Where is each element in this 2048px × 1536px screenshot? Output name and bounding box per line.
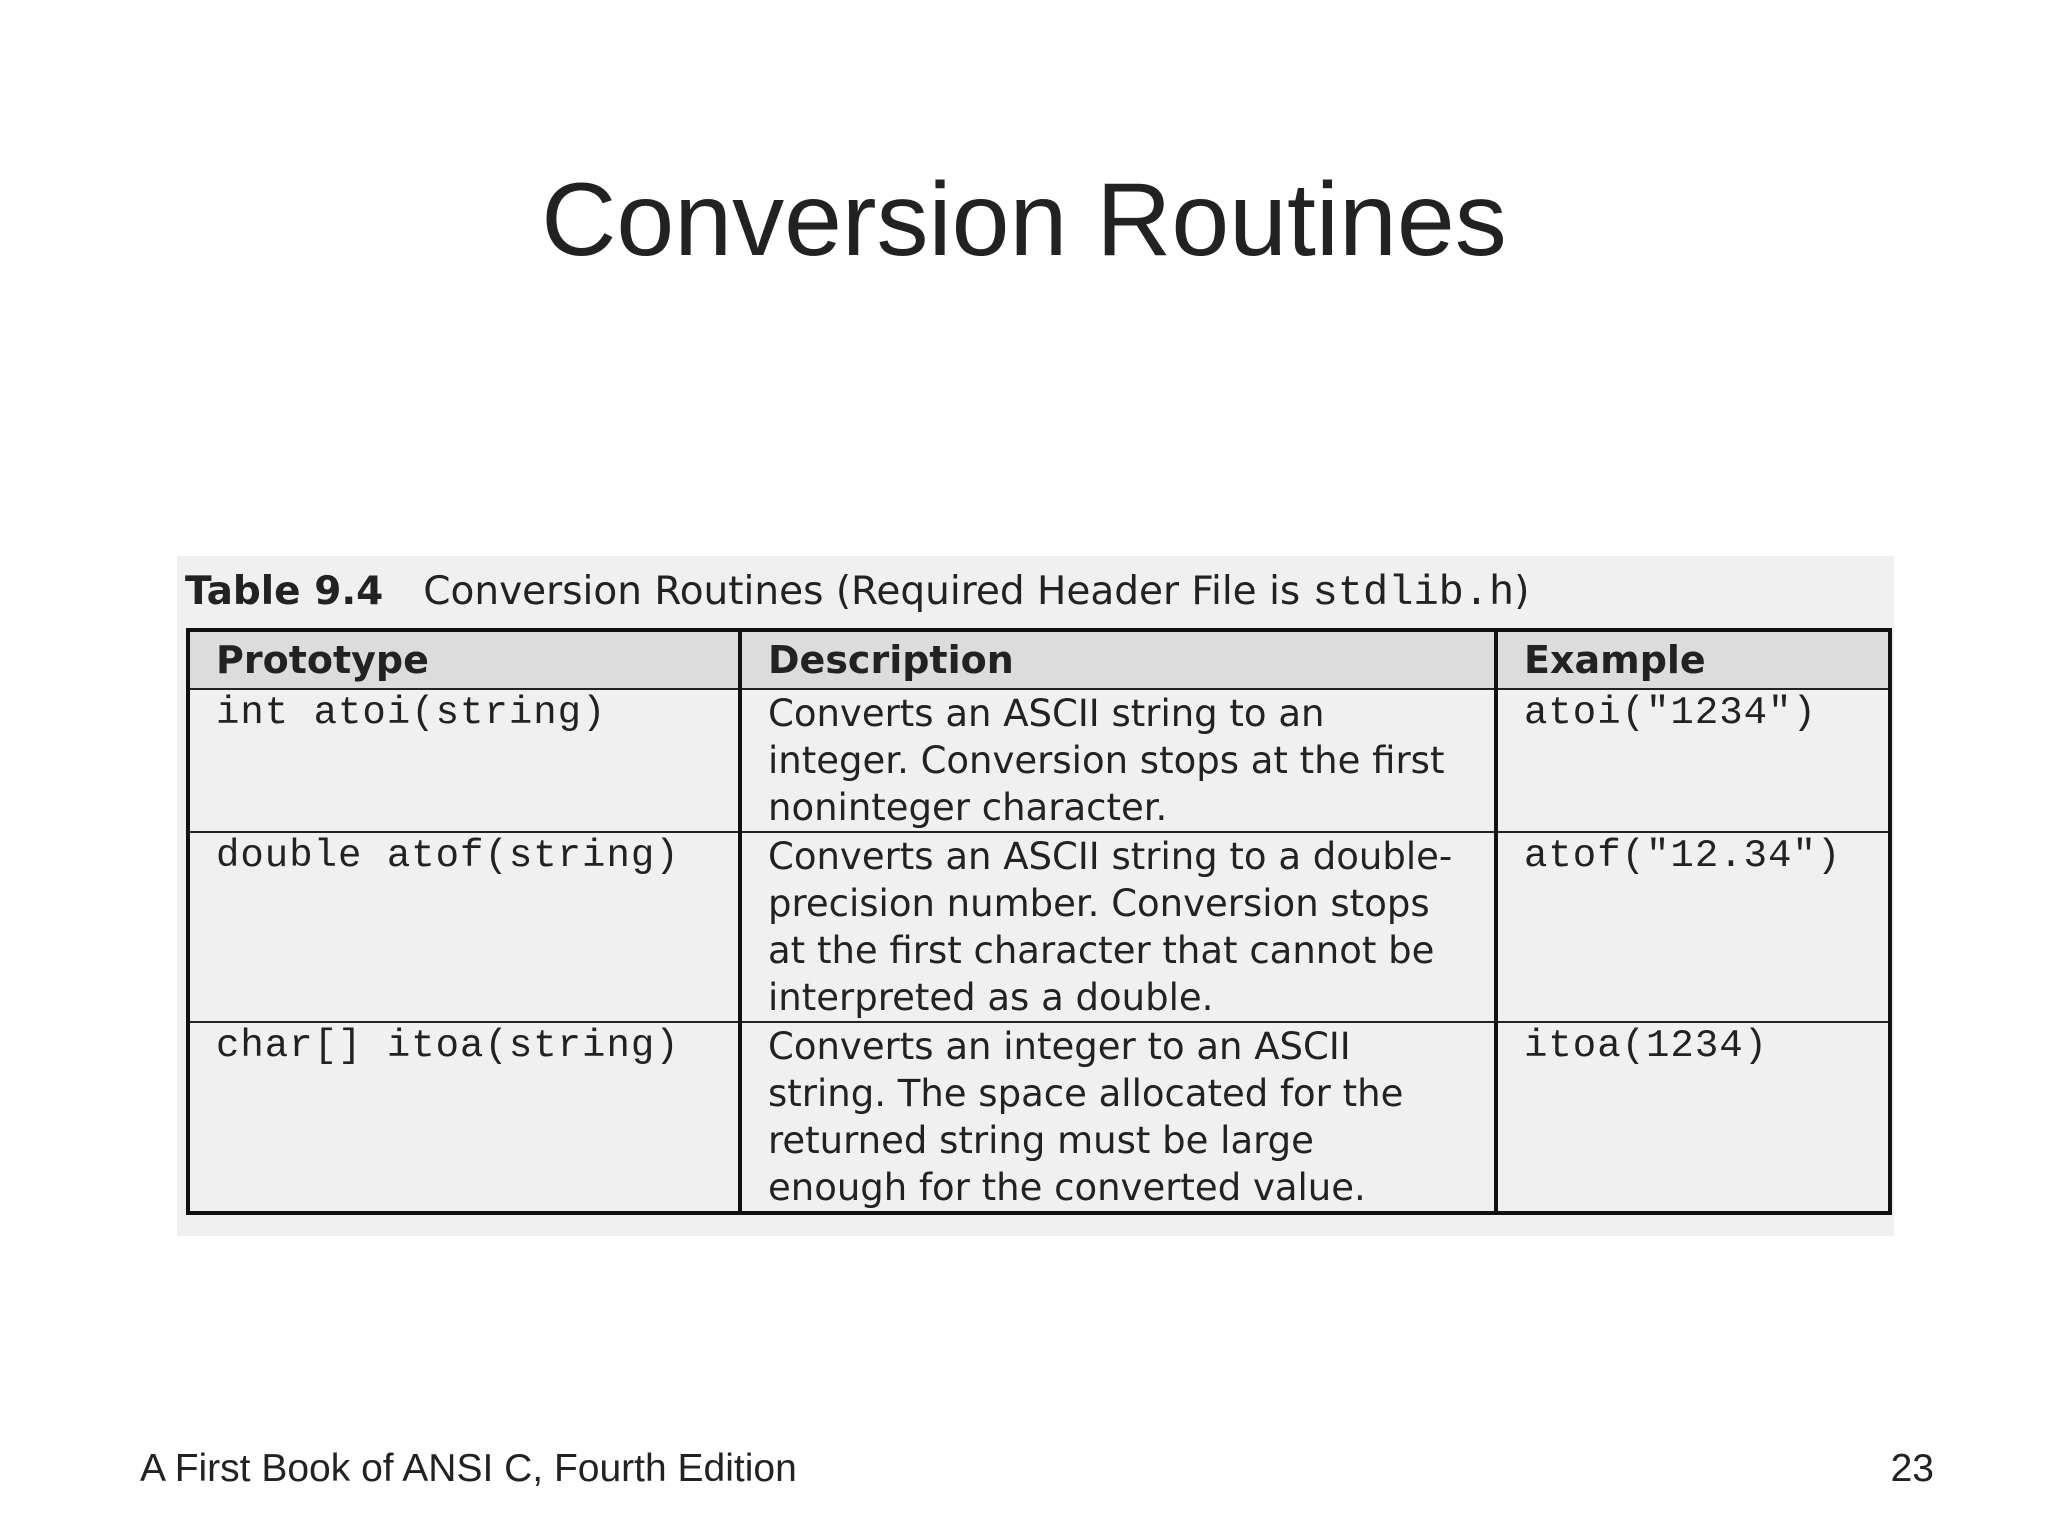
- example-cell: atoi("1234"): [1496, 689, 1890, 832]
- table-caption-label: Table 9.4: [185, 569, 384, 614]
- description-line: at the first character that cannot be: [768, 929, 1435, 972]
- table-caption-end: ): [1514, 569, 1530, 614]
- description-line: noninteger character.: [768, 786, 1168, 829]
- description-cell: [740, 689, 1496, 832]
- header-example: Example: [1496, 630, 1890, 689]
- description-line: Converts an integer to an ASCII: [768, 1025, 1351, 1068]
- description-line: returned string must be large: [768, 1119, 1314, 1162]
- prototype-cell: int atoi(string): [188, 689, 740, 832]
- description-line: precision number. Conversion stops: [768, 882, 1430, 925]
- example-cell: itoa(1234): [1496, 1022, 1890, 1213]
- description-line: Converts an ASCII string to a double-: [768, 835, 1453, 878]
- prototype-cell: char[] itoa(string): [188, 1022, 740, 1213]
- header-prototype: Prototype: [188, 630, 740, 689]
- slide-title: Conversion Routines: [541, 162, 1507, 278]
- description-cell: [740, 1022, 1496, 1213]
- description-line: integer. Conversion stops at the first: [768, 739, 1445, 782]
- table-row: [188, 689, 1890, 832]
- description-line: interpreted as a double.: [768, 976, 1214, 1019]
- prototype-cell: double atof(string): [188, 832, 740, 1022]
- footer-book-title: A First Book of ANSI C, Fourth Edition: [140, 1447, 797, 1490]
- header-description: Description: [740, 630, 1496, 689]
- description-cell: [740, 832, 1496, 1022]
- conversion-routines-table: [186, 628, 1892, 1215]
- table-header-row: [188, 630, 1890, 689]
- table-caption-text: Conversion Routines (Required Header File is: [423, 569, 1313, 614]
- description-line: Converts an ASCII string to an: [768, 692, 1325, 735]
- footer-page-number: 23: [1890, 1447, 1934, 1490]
- table-caption-header-file: stdlib.h: [1312, 569, 1515, 617]
- example-cell: atof("12.34"): [1496, 832, 1890, 1022]
- description-line: enough for the converted value.: [768, 1166, 1366, 1209]
- description-line: string. The space allocated for the: [768, 1072, 1404, 1115]
- table-row: [188, 1022, 1890, 1213]
- table-row: [188, 832, 1890, 1022]
- table-caption: [185, 556, 1529, 628]
- table-figure: [177, 556, 1894, 1236]
